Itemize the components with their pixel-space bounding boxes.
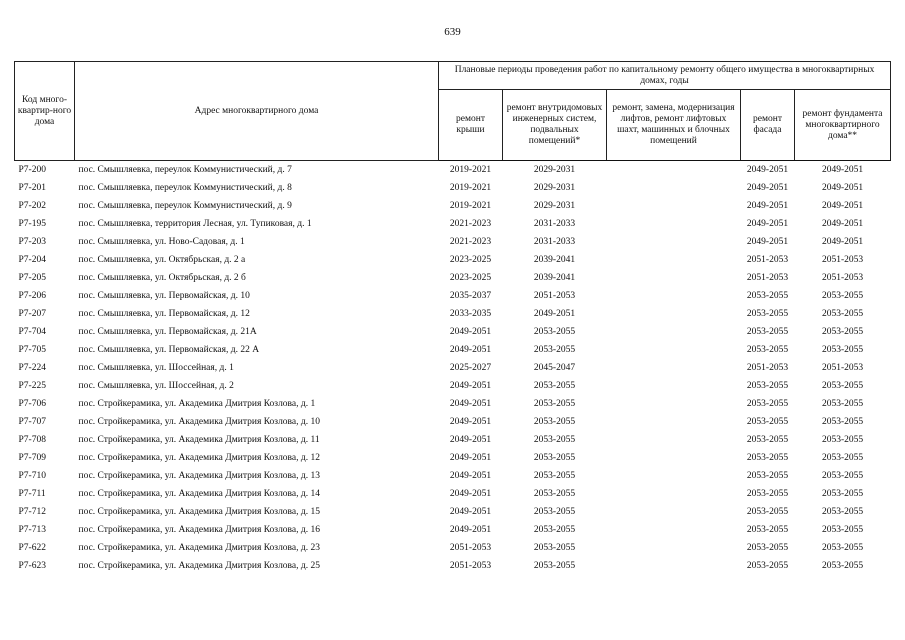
cell-engineering: 2053-2055 [533, 417, 576, 427]
cell-foundation: 2053-2055 [821, 309, 864, 319]
cell-address: пос. Смышляевка, ул. Ново-Садовая, д. 1 [78, 237, 245, 247]
cell-facade: 2049-2051 [746, 165, 789, 175]
cell-facade: 2051-2053 [746, 363, 789, 373]
cell-engineering: 2039-2041 [533, 255, 576, 265]
cell-roof: 2049-2051 [449, 489, 492, 499]
page-number: 639 [444, 26, 461, 38]
cell-engineering: 2053-2055 [533, 345, 576, 355]
header-engineering: ремонт внутридомовых инженерных систем, подвальных помещений* [503, 90, 607, 161]
header-roof: ремонт крыши [439, 90, 503, 161]
table-row [15, 287, 891, 305]
cell-address: пос. Стройкерамика, ул. Академика Дмитрия Козлова, д. 14 [78, 489, 320, 499]
cell-elevators [607, 557, 741, 575]
cell-address: пос. Стройкерамика, ул. Академика Дмитрия Козлова, д. 16 [78, 525, 320, 535]
cell-foundation: 2051-2053 [821, 255, 864, 265]
cell-facade: 2051-2053 [746, 255, 789, 265]
cell-facade: 2049-2051 [746, 183, 789, 193]
cell-code: Р7-708 [18, 435, 46, 445]
cell-foundation: 2053-2055 [821, 561, 864, 571]
cell-facade: 2051-2053 [746, 273, 789, 283]
table-row [15, 305, 891, 323]
cell-engineering: 2049-2051 [533, 309, 576, 319]
cell-facade: 2053-2055 [746, 543, 789, 553]
cell-elevators [607, 431, 741, 449]
cell-roof: 2049-2051 [449, 417, 492, 427]
table-row [15, 557, 891, 575]
cell-code: Р7-200 [18, 165, 46, 175]
cell-foundation: 2053-2055 [821, 489, 864, 499]
cell-roof: 2049-2051 [449, 453, 492, 463]
cell-facade: 2053-2055 [746, 381, 789, 391]
table-row [15, 341, 891, 359]
table-row [15, 521, 891, 539]
cell-engineering: 2053-2055 [533, 543, 576, 553]
cell-address: пос. Стройкерамика, ул. Академика Дмитрия Козлова, д. 10 [78, 417, 320, 427]
cell-engineering: 2053-2055 [533, 381, 576, 391]
cell-roof: 2019-2021 [449, 165, 492, 175]
cell-elevators [607, 179, 741, 197]
header-code: Код много-квартир-ного дома [15, 62, 75, 161]
table-row [15, 269, 891, 287]
cell-code: Р7-705 [18, 345, 46, 355]
table-row [15, 215, 891, 233]
cell-address: пос. Стройкерамика, ул. Академика Дмитрия Козлова, д. 13 [78, 471, 320, 481]
cell-address: пос. Стройкерамика, ул. Академика Дмитрия Козлова, д. 11 [78, 435, 320, 445]
cell-engineering: 2053-2055 [533, 399, 576, 409]
cell-foundation: 2053-2055 [821, 327, 864, 337]
cell-roof: 2019-2021 [449, 183, 492, 193]
cell-code: Р7-202 [18, 201, 46, 211]
cell-code: Р7-203 [18, 237, 46, 247]
cell-code: Р7-224 [18, 363, 46, 373]
cell-engineering: 2029-2031 [533, 201, 576, 211]
cell-code: Р7-205 [18, 273, 46, 283]
cell-facade: 2053-2055 [746, 507, 789, 517]
cell-code: Р7-206 [18, 291, 46, 301]
table-row [15, 197, 891, 215]
table-row [15, 503, 891, 521]
cell-facade: 2053-2055 [746, 417, 789, 427]
table-row [15, 233, 891, 251]
cell-roof: 2051-2053 [449, 561, 492, 571]
cell-engineering: 2053-2055 [533, 525, 576, 535]
cell-code: Р7-204 [18, 255, 46, 265]
table-row [15, 161, 891, 180]
cell-engineering: 2053-2055 [533, 489, 576, 499]
cell-facade: 2053-2055 [746, 525, 789, 535]
cell-roof: 2049-2051 [449, 345, 492, 355]
cell-code: Р7-707 [18, 417, 46, 427]
cell-facade: 2049-2051 [746, 201, 789, 211]
cell-roof: 2049-2051 [449, 327, 492, 337]
table-row [15, 485, 891, 503]
cell-roof: 2019-2021 [449, 201, 492, 211]
table-row [15, 539, 891, 557]
cell-foundation: 2049-2051 [821, 201, 864, 211]
cell-facade: 2053-2055 [746, 453, 789, 463]
cell-address: пос. Смышляевка, переулок Коммунистический, д. 7 [78, 165, 292, 175]
cell-address: пос. Смышляевка, ул. Первомайская, д. 12 [78, 309, 250, 319]
cell-code: Р7-623 [18, 561, 46, 571]
cell-elevators [607, 539, 741, 557]
cell-address: пос. Стройкерамика, ул. Академика Дмитрия Козлова, д. 23 [78, 543, 320, 553]
cell-elevators [607, 521, 741, 539]
cell-address: пос. Смышляевка, ул. Октябрьская, д. 2 б [78, 273, 246, 283]
cell-roof: 2049-2051 [449, 435, 492, 445]
cell-engineering: 2053-2055 [533, 471, 576, 481]
cell-foundation: 2053-2055 [821, 525, 864, 535]
cell-foundation: 2049-2051 [821, 219, 864, 229]
cell-roof: 2025-2027 [449, 363, 492, 373]
cell-engineering: 2031-2033 [533, 237, 576, 247]
cell-engineering: 2029-2031 [533, 183, 576, 193]
cell-facade: 2053-2055 [746, 345, 789, 355]
cell-roof: 2023-2025 [449, 273, 492, 283]
cell-engineering: 2051-2053 [533, 291, 576, 301]
cell-elevators [607, 233, 741, 251]
cell-elevators [607, 287, 741, 305]
table-row [15, 395, 891, 413]
table-row [15, 323, 891, 341]
cell-elevators [607, 503, 741, 521]
cell-foundation: 2053-2055 [821, 381, 864, 391]
cell-code: Р7-711 [18, 489, 46, 499]
cell-address: пос. Смышляевка, ул. Октябрьская, д. 2 а [78, 255, 246, 265]
cell-code: Р7-709 [18, 453, 46, 463]
table-row [15, 431, 891, 449]
cell-elevators [607, 323, 741, 341]
table-row [15, 251, 891, 269]
cell-address: пос. Смышляевка, переулок Коммунистический, д. 9 [78, 201, 292, 211]
cell-elevators [607, 359, 741, 377]
table-row [15, 377, 891, 395]
cell-engineering: 2053-2055 [533, 435, 576, 445]
cell-elevators [607, 161, 741, 180]
cell-roof: 2023-2025 [449, 255, 492, 265]
cell-code: Р7-710 [18, 471, 46, 481]
cell-code: Р7-195 [18, 219, 46, 229]
header-address: Адрес многоквартирного дома [75, 62, 439, 161]
cell-address: пос. Смышляевка, ул. Шоссейная, д. 2 [78, 381, 234, 391]
cell-foundation: 2053-2055 [821, 543, 864, 553]
cell-facade: 2053-2055 [746, 309, 789, 319]
cell-address: пос. Смышляевка, ул. Первомайская, д. 22 А [78, 345, 260, 355]
cell-foundation: 2053-2055 [821, 453, 864, 463]
cell-foundation: 2053-2055 [821, 291, 864, 301]
cell-elevators [607, 449, 741, 467]
cell-code: Р7-225 [18, 381, 46, 391]
cell-address: пос. Стройкерамика, ул. Академика Дмитрия Козлова, д. 15 [78, 507, 320, 517]
cell-elevators [607, 395, 741, 413]
cell-foundation: 2053-2055 [821, 345, 864, 355]
cell-elevators [607, 413, 741, 431]
cell-engineering: 2053-2055 [533, 453, 576, 463]
cell-elevators [607, 251, 741, 269]
cell-code: Р7-207 [18, 309, 46, 319]
cell-engineering: 2045-2047 [533, 363, 576, 373]
cell-code: Р7-713 [18, 525, 46, 535]
cell-address: пос. Смышляевка, переулок Коммунистический, д. 8 [78, 183, 292, 193]
table-row [15, 359, 891, 377]
cell-engineering: 2029-2031 [533, 165, 576, 175]
cell-facade: 2053-2055 [746, 561, 789, 571]
cell-foundation: 2053-2055 [821, 435, 864, 445]
cell-elevators [607, 197, 741, 215]
cell-address: пос. Смышляевка, ул. Первомайская, д. 21А [78, 327, 257, 337]
cell-roof: 2035-2037 [449, 291, 492, 301]
cell-facade: 2053-2055 [746, 435, 789, 445]
cell-engineering: 2053-2055 [533, 507, 576, 517]
cell-roof: 2021-2023 [449, 237, 492, 247]
cell-roof: 2049-2051 [449, 507, 492, 517]
cell-address: пос. Смышляевка, территория Лесная, ул. Тупиковая, д. 1 [78, 219, 312, 229]
cell-facade: 2053-2055 [746, 471, 789, 481]
cell-engineering: 2053-2055 [533, 561, 576, 571]
cell-facade: 2053-2055 [746, 489, 789, 499]
table-row [15, 413, 891, 431]
cell-elevators [607, 485, 741, 503]
cell-foundation: 2053-2055 [821, 399, 864, 409]
header-periods-group: Плановые периоды проведения работ по капитальному ремонту общего имущества в многоквартирных домах, годы [439, 62, 891, 90]
cell-facade: 2049-2051 [746, 237, 789, 247]
cell-facade: 2053-2055 [746, 291, 789, 301]
cell-code: Р7-706 [18, 399, 46, 409]
table-body [15, 161, 891, 576]
cell-foundation: 2051-2053 [821, 273, 864, 283]
cell-foundation: 2053-2055 [821, 507, 864, 517]
cell-facade: 2053-2055 [746, 327, 789, 337]
cell-address: пос. Смышляевка, ул. Первомайская, д. 10 [78, 291, 250, 301]
cell-roof: 2033-2035 [449, 309, 492, 319]
cell-code: Р7-201 [18, 183, 46, 193]
cell-roof: 2051-2053 [449, 543, 492, 553]
header-foundation: ремонт фундамента многоквартирного дома** [795, 90, 891, 161]
table-row [15, 179, 891, 197]
cell-roof: 2049-2051 [449, 399, 492, 409]
cell-foundation: 2053-2055 [821, 417, 864, 427]
cell-address: пос. Стройкерамика, ул. Академика Дмитрия Козлова, д. 1 [78, 399, 316, 409]
cell-elevators [607, 341, 741, 359]
cell-facade: 2053-2055 [746, 399, 789, 409]
cell-roof: 2049-2051 [449, 525, 492, 535]
cell-elevators [607, 215, 741, 233]
cell-engineering: 2039-2041 [533, 273, 576, 283]
cell-code: Р7-704 [18, 327, 46, 337]
header-facade: ремонт фасада [741, 90, 795, 161]
cell-elevators [607, 467, 741, 485]
cell-foundation: 2049-2051 [821, 183, 864, 193]
cell-roof: 2049-2051 [449, 381, 492, 391]
cell-engineering: 2053-2055 [533, 327, 576, 337]
cell-facade: 2049-2051 [746, 219, 789, 229]
cell-code: Р7-622 [18, 543, 46, 553]
header-elevators: ремонт, замена, модернизация лифтов, ремонт лифтовых шахт, машинных и блочных помещений [607, 90, 741, 161]
cell-foundation: 2053-2055 [821, 471, 864, 481]
cell-address: пос. Стройкерамика, ул. Академика Дмитрия Козлова, д. 12 [78, 453, 320, 463]
cell-elevators [607, 377, 741, 395]
capital-repair-table [14, 61, 891, 575]
cell-address: пос. Смышляевка, ул. Шоссейная, д. 1 [78, 363, 234, 373]
cell-foundation: 2049-2051 [821, 237, 864, 247]
cell-foundation: 2049-2051 [821, 165, 864, 175]
cell-engineering: 2031-2033 [533, 219, 576, 229]
cell-roof: 2021-2023 [449, 219, 492, 229]
cell-elevators [607, 269, 741, 287]
cell-foundation: 2051-2053 [821, 363, 864, 373]
cell-elevators [607, 305, 741, 323]
table-row [15, 467, 891, 485]
table-row [15, 449, 891, 467]
cell-roof: 2049-2051 [449, 471, 492, 481]
cell-address: пос. Стройкерамика, ул. Академика Дмитрия Козлова, д. 25 [78, 561, 320, 571]
cell-code: Р7-712 [18, 507, 46, 517]
